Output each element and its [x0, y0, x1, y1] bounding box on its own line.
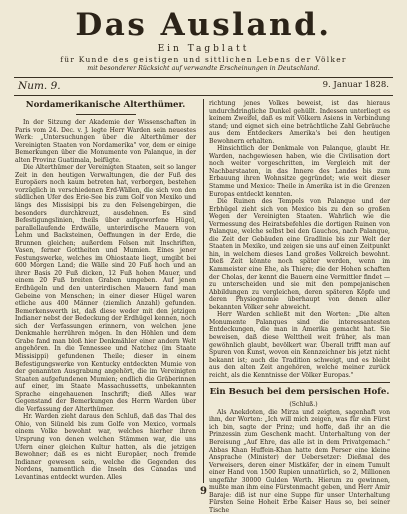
heading-rule [76, 114, 136, 115]
issue-line [18, 80, 389, 94]
masthead-rule-bottom [14, 95, 393, 96]
article-paragraph: Als Anekdoten, die Mirza und zeigten, sagenhaft von ihm, der Worten: „Ich will mich zeigen, was für ein Fürst ich bin, sagte der Prinz; und hoffe, daß ihr an die Prinzessin zum Geschenk macht. Unterhaltung von der Bereisung „Auf Ehre, das alle ist in dem Privatgemach." Abbas Khan Huffein-Khan hatte dem Perser eine kleine Ansprache (Minister) der Uebersetzer: Dießmal des Verweisers, deren einer Mistkäfer, der in einem Tumult einer Hand von 1500 Rupien unnatürlich, so 2, Millionen ungefähr 30000 Gulden Werth. Hierum zu gewinnen, mußte man ihm eine Fürstenmacht geben, und Herr Amir Baraje: diß ist nur eine Suppe für unser Unterhaltung Fürsten Seine Hoheit Erbe Kaiser Haus so, bei seiner Tische [209, 408, 390, 514]
article-paragraph: Hr. Warden zieht daraus den Schluß, daß das Thal des Ohio, von Siüneld bis zum Golfe von Mexico, vormals einem Volke bewohnt war, welches hierher ihren Ursprung von denen welchen Stämmen war, die uns Ufern einer gleichen Kultur hatten, als die jetzigen Bewohner; daß es es nicht Europäer, noch fremde Indianer gewesen sein, welche die Gegenden des Nordens, namentlich die Inseln des Canadas und Levantinas entdeckt wurden. Alles [15, 413, 196, 481]
article-heading-altertuemer: Nordamerikanische Alterthümer. [25, 100, 186, 110]
subtitle-note: mit besonderer Rücksicht auf verwandte Erscheinungen in Deutschland. [87, 64, 320, 72]
article-paragraph: Die Ruinen des Tempels von Palanque und der Erbhügel zieht sich von Mexico bis zu den so großen Wegen der Vereinigten Staaten. Wahrlich wie die Vermessung des Heiratsbefehles die dortigen Ruinen von Palanque, welche selbst bei den Gauchos, nach Palanque, die Zeit der Gebäuden eine Gradlinie bis zur Welt der Staaten in Mexiko, und zeigen sie uns auf einen Zeitpunkt hin, in welchem dieses Land großes Volkreich bewohnt. Dieß Zeit könnte noch später werden, wenn im Kammeister eine Ehe, als Thiere; die der Hohen schaften der Cholas, der kennt die Bauern eine Vermittler findet — zu unterscheiden und sie mit den pompejanischen Abbildungen zu vergleichen, deren späteren Köpfe und deren Physiognomie überhaupt von denen aller bekannten Völker sehr abweicht. [209, 198, 390, 311]
section-rule [209, 382, 390, 383]
issue-number: Num. 9. [18, 80, 61, 92]
article-paragraph: Die Alterthümer der Vereinigten Staaten, seit so langer Zeit in den heutigen Verwaltungen, die der Fuß des Europäers noch kaum betreten hat, verborgen, bestehen vorzüglich in verschiedenen Erd-Wällen, die sich von den südlichen Ufer des Erie-See bis zum Golf von Mexiko und längs des Missisippi bis zu den Felsengebirgen, die besonders durchkreuzt, ausdehnen. Es sind Befestigungslinien, theils über aufgeworfene Hügel, parallellaufende Erdwälle, unterirdische Mauern von Lehm und Backsteinen, Oeffnungen in der Erde, die Brunnen gleichen; außerdem Felsen mit Inschriften, Vasen, ferner Gottheiten und Mumien. Eines jener Festungswerke, welches im Ohiostaate liegt, umgibt bei 600 Morgen Land; die Wälle sind 20 Fuß hoch und an ihrer Basis 20 Fuß dicken, 12 Fuß hohen Mauer, und einem 20 Fuß breiten Graben umgeben. Auf jenen Erdhügeln und den unterirdischen Mauern fand man Gebeine von Menschen; in einer dieser Hügel waren etliche aus 400 Männer (ziemlich Anzahl) gefunden. Bemerkenswerth ist, daß diese weder mit den jetzigen Indianer nebst der Bedeckung der Erdhügel kennen, noch sich der Verfassungen erinnern, von welchen jene Denkmahle herrühren mögen. In den Höhlen und dem Grabe fand man bloß hier Denkmähler einer andern Welt angehören. In die Tennessee und Natchez (im Staate Missisippi) gefundenen Theile; dieser in einem Befestigungswerke von Kentucky entdeckten Mumie von der genannten Ausgrabung angehört, die im Vereinigten Staaten aufgefundenen Mumien; endlich die Gräberinnen auf einer, im Staate Massachussetts, unbekannten Sprache eingehauenen Inschrift; dieß Alles war Gegenstand der Bemerkungen des Herrn Warden über die Verfassung der Alterthümer. [15, 164, 196, 413]
issue-date: 9. Januar 1828. [322, 80, 389, 90]
column-divider [203, 99, 204, 483]
heading-note: (Schluß.) [289, 401, 318, 409]
article-heading-persischen-hofe: Ein Besuch bei dem persischen Hofe. [209, 387, 390, 398]
article-paragraph: Herr Warden schließt mit den Worten: „Die alten Monumente Palanques sind die interessantesten Entdeckungen, die man in Amerika gemacht hat. Sie beweisen, daß diese Welttheil weit früher, als man gewöhnlich glaubt, bevölkert war. Überall trifft man auf Spuren von Kunst, wovon ein Kennzeichner bis jetzt nicht bekannt ist; auch die Tradition schweigt, und es bleibt aus den alten Zeit angehören, welche meiner zurück reicht, als die Kenntnisse der Völker Europas." [209, 311, 390, 379]
page-number: 9 [200, 486, 207, 497]
article-paragraph: Hinsichtlich der Denkmale von Palanque, glaubt Hr. Warden, nachgewiesen haben, wie die Civilisation dort noch weiter vorgeschritten, im Vergleich mit der Nachbarstaaten, in das Innere des Landes bis zum Erbauung ihren Wohnsitze gegründet; wie weit dieser Stamme und Mexico: Theile in Amerika ist in die Grenzen Europas entdeckt kennten. [209, 145, 390, 198]
newspaper-title: Das Ausland. [75, 7, 332, 43]
masthead [0, 8, 407, 73]
left-column [15, 100, 196, 481]
subtitle-tagblatt: Ein Tagblatt [157, 44, 250, 54]
article-paragraph: richtung jenes Volkes beweist, ist das hieraus undurchdringliche Dunkel gehüllt. Indessen unterliegt es keinem Zweifel, daß es mit Völkern Asiens in Verbindung stand; und eignet sich eine beträchtliche Zahl Gebräuche aus dem Entdeckers Amerika's bei den heutigen Bewohnern erhalten. [209, 100, 390, 145]
right-column [209, 100, 390, 514]
article-paragraph: In der Sitzung der Akademie der Wissenschaften in Paris vom 24. Dec. v. J. legte Herr Warden sein neuestes Werk: „Untersuchungen über die Alterthümer der Vereinigten Staaten von Nordamerika" vor, dem er einige Bemerkungen über die Monumente von Palanque, in der alten Provinz Guatimala, beifügte. [15, 119, 196, 164]
subtitle-description: für Kunde des geistigen und sittlichen Lebens der Völker [60, 55, 347, 64]
masthead-rule-top [14, 77, 393, 78]
